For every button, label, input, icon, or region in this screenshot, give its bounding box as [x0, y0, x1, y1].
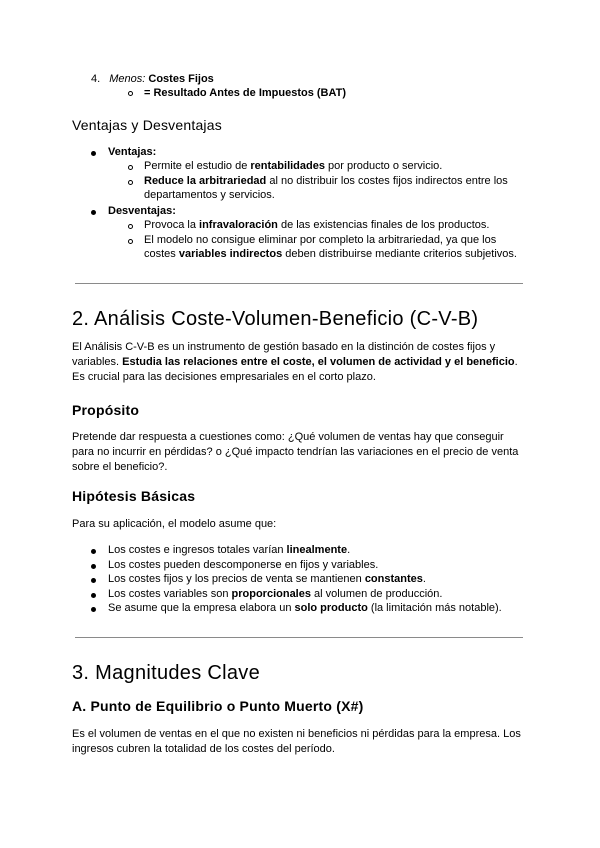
text-fragment: costes — [144, 248, 179, 260]
desventajas-label: Desventajas: — [108, 205, 176, 217]
list-number: 4. — [91, 73, 101, 85]
section-2-para-line2 — [72, 355, 518, 370]
menos-label: Menos: — [109, 73, 146, 85]
solo-producto-text: solo producto — [294, 602, 368, 614]
section-3-para-line1: Es el volumen de ventas en el que no existen ni beneficios ni pérdidas para la empresa. Los — [72, 728, 521, 740]
result-bat: = Resultado Antes de Impuestos (BAT) — [144, 87, 346, 99]
text-fragment: Se asume que la empresa elabora un — [108, 602, 295, 614]
proposito-line1: Pretende dar respuesta a cuestiones como: ¿Qué volumen de ventas hay que conseguir — [72, 431, 504, 443]
proposito-line3: sobre el beneficio?. — [72, 461, 168, 473]
hipotesis-item-5 — [108, 601, 502, 616]
desventaja-item-2: El modelo no consigue eliminar por completo la arbitrariedad, ya que los — [144, 234, 497, 246]
estudia-text: Estudia las relaciones entre el coste, el volumen de actividad y el beneficio — [122, 356, 515, 368]
circle-bullet-icon — [128, 91, 133, 96]
text-fragment: Los costes fijos y los precios de venta se mantienen — [108, 573, 365, 585]
disc-bullet-icon — [91, 549, 96, 554]
section-3-title: 3. Magnitudes Clave — [72, 662, 261, 684]
punto-equilibrio-heading: A. Punto de Equilibrio o Punto Muerto (X#) — [72, 698, 364, 714]
variables-indirectos-text: variables indirectos — [178, 248, 283, 260]
hipotesis-item-4 — [108, 587, 442, 602]
constantes-text: constantes — [364, 573, 423, 585]
ventaja-item-2-line2: departamentos y servicios. — [144, 189, 275, 201]
linealmente-text: linealmente — [286, 544, 348, 556]
text-fragment: variables. — [72, 356, 123, 368]
text-fragment: Provoca la — [144, 219, 200, 231]
ventaja-item-1 — [144, 159, 442, 174]
text-fragment: por producto o servicio. — [324, 160, 443, 172]
section-divider — [75, 283, 523, 284]
hipotesis-item-1 — [108, 543, 350, 558]
text-fragment: . — [514, 356, 518, 368]
ventaja-item-2 — [144, 174, 508, 189]
disc-bullet-icon — [91, 593, 96, 598]
ventajas-heading: Ventajas y Desventajas — [72, 117, 222, 133]
section-2-para-line3: Es crucial para las decisiones empresariales en el corto plazo. — [72, 371, 376, 383]
disc-bullet-icon — [91, 564, 96, 569]
hipotesis-intro: Para su aplicación, el modelo asume que: — [72, 518, 277, 530]
text-fragment: (la limitación más notable). — [367, 602, 502, 614]
proposito-line2: para no incurrir en pérdidas? o ¿Qué impacto tendrían las variaciones en el precio de venta — [72, 446, 519, 458]
ventajas-label: Ventajas: — [108, 146, 157, 158]
hipotesis-item-2: Los costes pueden descomponerse en fijos y variables. — [108, 559, 379, 571]
section-2-title: 2. Análisis Coste-Volumen-Beneficio (C-V-B) — [72, 308, 479, 330]
costes-fijos-label: Costes Fijos — [148, 73, 214, 85]
disc-bullet-icon — [91, 210, 96, 215]
text-fragment: . — [347, 544, 351, 556]
desventaja-item-2-line2 — [144, 247, 517, 262]
disc-bullet-icon — [91, 578, 96, 583]
section-3-para-line2: ingresos cubren la totalidad de los costes del período. — [72, 743, 335, 755]
reduce-text: Reduce la arbitrariedad — [144, 175, 267, 187]
text-fragment: Los costes e ingresos totales varían — [108, 544, 287, 556]
text-fragment: Los costes variables son — [108, 588, 232, 600]
circle-bullet-icon — [128, 224, 133, 229]
disc-bullet-icon — [91, 151, 96, 156]
section-2-para-line1: El Análisis C-V-B es un instrumento de gestión basado en la distinción de costes fijos y — [72, 341, 496, 353]
section-divider — [75, 637, 523, 638]
list-item-4 — [91, 72, 214, 87]
proporcionales-text: proporcionales — [231, 588, 311, 600]
text-fragment: al volumen de producción. — [310, 588, 443, 600]
disc-bullet-icon — [91, 607, 96, 612]
text-fragment: al no distribuir los costes fijos indirectos entre los — [266, 175, 508, 187]
rentabilidades-text: rentabilidades — [250, 160, 325, 172]
text-fragment: deben distribuirse mediante criterios subjetivos. — [282, 248, 517, 260]
circle-bullet-icon — [128, 165, 133, 170]
circle-bullet-icon — [128, 180, 133, 185]
text-fragment: de las existencias finales de los productos. — [277, 219, 490, 231]
text-fragment: Permite el estudio de — [144, 160, 251, 172]
circle-bullet-icon — [128, 239, 133, 244]
desventaja-item-1 — [144, 218, 489, 233]
hipotesis-item-3 — [108, 572, 426, 587]
infravaloracion-text: infravaloración — [199, 219, 278, 231]
text-fragment: . — [422, 573, 426, 585]
proposito-heading: Propósito — [72, 402, 140, 418]
hipotesis-heading: Hipótesis Básicas — [72, 488, 196, 504]
